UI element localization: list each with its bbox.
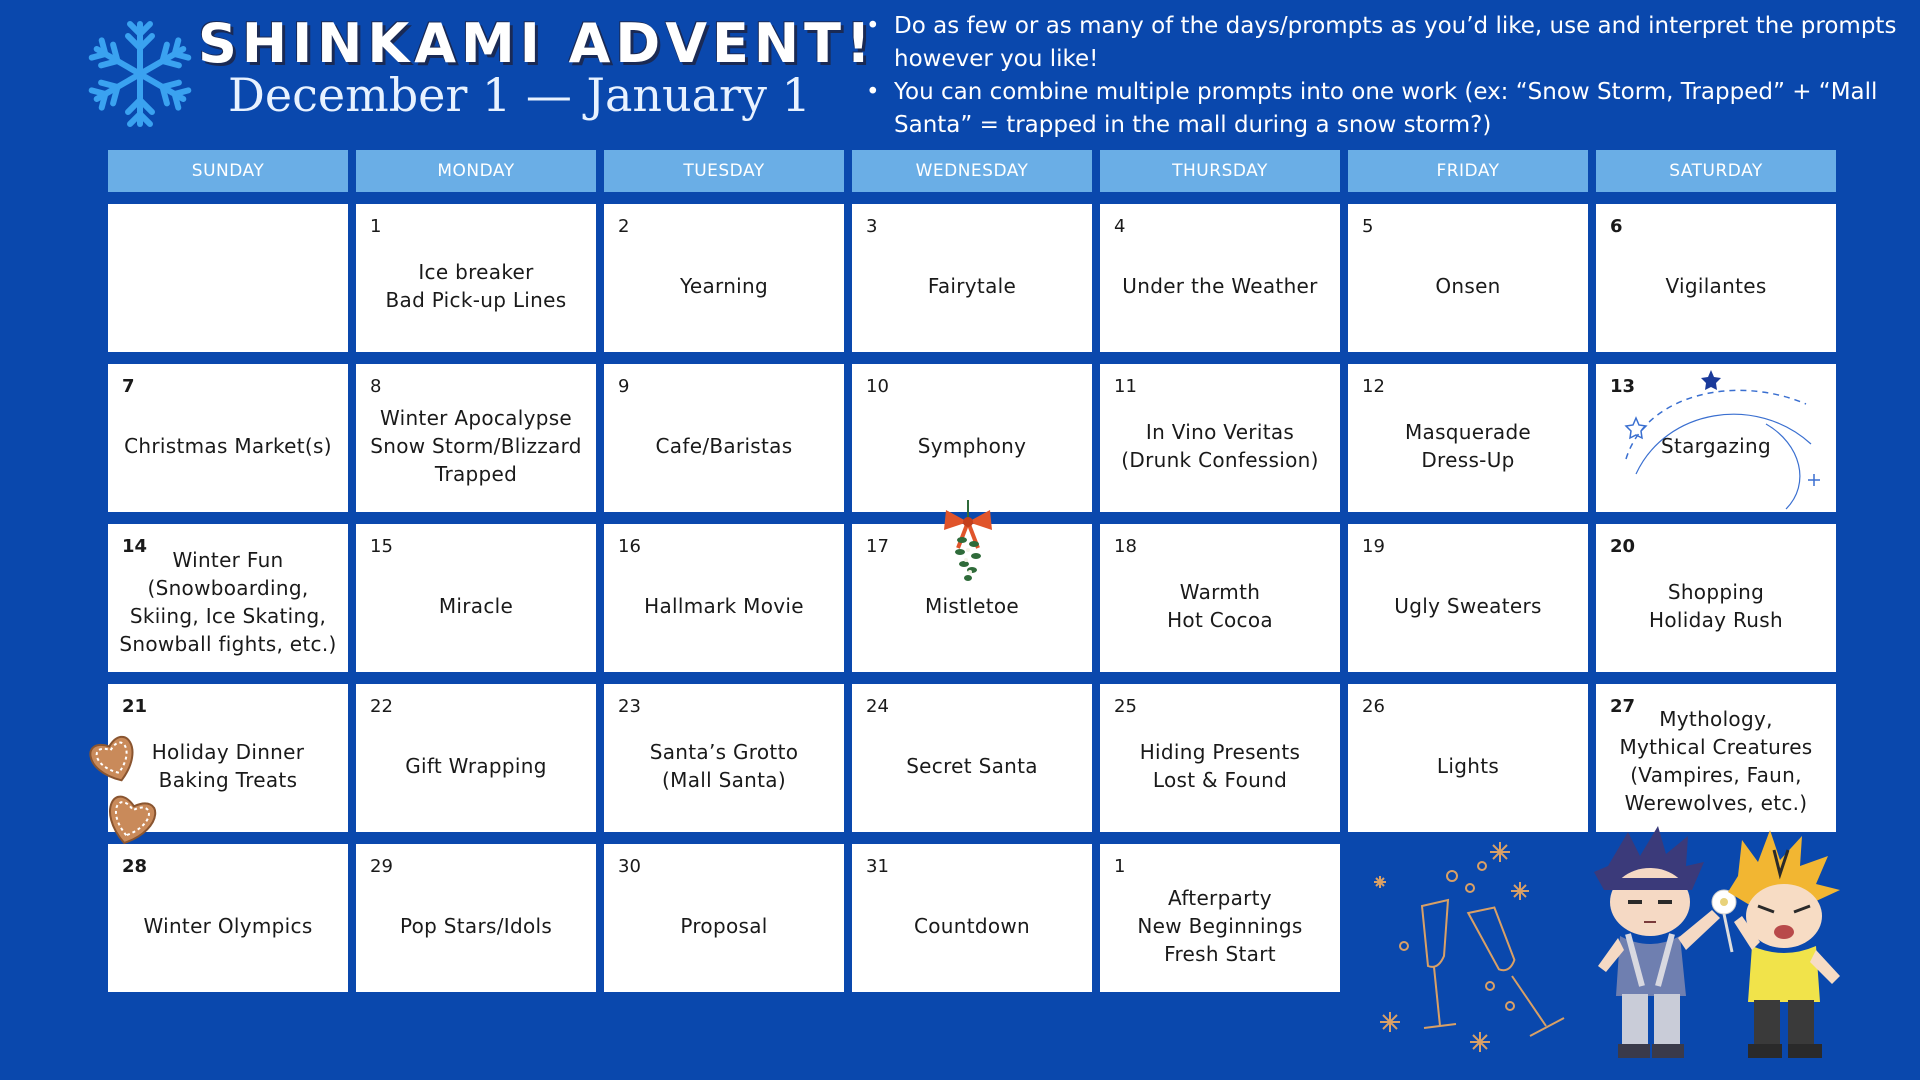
calendar-cell (604, 204, 844, 352)
day-number: 4 (1114, 216, 1126, 237)
day-number: 21 (122, 696, 148, 717)
day-number: 5 (1362, 216, 1374, 237)
calendar-cell (1100, 524, 1340, 672)
calendar-cell (852, 364, 1092, 512)
day-number: 27 (1610, 696, 1636, 717)
prompt-line: Skiing, Ice Skating, (129, 604, 327, 628)
calendar-cell (1348, 364, 1588, 512)
prompt-line: Gift Wrapping (405, 754, 547, 778)
prompt-line: Secret Santa (906, 754, 1038, 778)
prompt-line: Holiday Dinner (151, 740, 305, 764)
day-prompt (1106, 546, 1334, 666)
prompt-line: Stargazing (1660, 434, 1772, 458)
prompt-line: Lights (1436, 754, 1500, 778)
day-number: 30 (618, 856, 641, 877)
prompt-line: Warmth (1179, 580, 1261, 604)
weekday-saturday: SATURDAY (1596, 150, 1836, 192)
calendar-cell (604, 524, 844, 672)
prompt-line: Dress-Up (1421, 448, 1515, 472)
day-number: 26 (1362, 696, 1385, 717)
day-number: 11 (1114, 376, 1137, 397)
calendar-cell (1348, 204, 1588, 352)
day-prompt (1106, 386, 1334, 506)
prompt-line: Trapped (434, 462, 518, 486)
day-number: 1 (1114, 856, 1126, 877)
calendar-cell (1596, 684, 1836, 832)
day-number: 1 (370, 216, 382, 237)
day-prompt (362, 866, 590, 986)
weekday-wednesday: WEDNESDAY (852, 150, 1092, 192)
day-number: 7 (122, 376, 135, 397)
day-number: 12 (1362, 376, 1385, 397)
prompt-line: Cafe/Baristas (655, 434, 793, 458)
prompt-line: Proposal (680, 914, 768, 938)
prompt-line: Santa’s Grotto (649, 740, 799, 764)
day-number: 28 (122, 856, 148, 877)
day-number: 13 (1610, 376, 1636, 397)
calendar-cell (1100, 204, 1340, 352)
day-prompt (1602, 226, 1830, 346)
prompt-line: Hiding Presents (1139, 740, 1301, 764)
day-number: 9 (618, 376, 630, 397)
day-number: 31 (866, 856, 889, 877)
snowflake-icon (82, 16, 198, 132)
calendar-cell (1596, 364, 1836, 512)
day-prompt (610, 386, 838, 506)
calendar-cell (1348, 684, 1588, 832)
prompt-line: Under the Weather (1122, 274, 1318, 298)
calendar-cell (356, 844, 596, 992)
day-prompt (1354, 226, 1582, 346)
calendar-cell (356, 684, 596, 832)
calendar-cell (1100, 844, 1340, 992)
day-prompt (1106, 226, 1334, 346)
date-range-subtitle: December 1 — January 1 (228, 68, 811, 122)
prompt-line: Miracle (438, 594, 514, 618)
calendar-cell (604, 364, 844, 512)
day-prompt (610, 546, 838, 666)
calendar-cell (1100, 684, 1340, 832)
day-prompt (114, 538, 342, 666)
day-number: 15 (370, 536, 393, 557)
prompt-line: Onsen (1435, 274, 1501, 298)
calendar-cell (1596, 524, 1836, 672)
prompt-line: Bad Pick-up Lines (385, 288, 567, 312)
day-number: 24 (866, 696, 889, 717)
prompt-line: Hallmark Movie (644, 594, 804, 618)
calendar-cell (108, 364, 348, 512)
prompt-line: Snow Storm/Blizzard (370, 434, 582, 458)
day-prompt (114, 386, 342, 506)
day-prompt (1602, 696, 1830, 826)
calendar-cell-empty (108, 204, 348, 352)
calendar-cell (852, 524, 1092, 672)
day-prompt (858, 386, 1086, 506)
prompt-line: Holiday Rush (1649, 608, 1783, 632)
day-prompt (1354, 546, 1582, 666)
calendar-cell (356, 204, 596, 352)
day-prompt (362, 386, 590, 506)
prompt-line: (Snowboarding, (147, 576, 309, 600)
prompt-line: Masquerade (1404, 420, 1532, 444)
day-prompt (1602, 546, 1830, 666)
day-number: 18 (1114, 536, 1137, 557)
instructions-list (866, 10, 1906, 142)
day-prompt (362, 226, 590, 346)
day-number: 22 (370, 696, 393, 717)
calendar-cell (852, 684, 1092, 832)
day-prompt (114, 866, 342, 986)
day-prompt (362, 546, 590, 666)
day-prompt (610, 226, 838, 346)
prompt-line: Mistletoe (924, 594, 1020, 618)
calendar-cell (108, 524, 348, 672)
prompt-line: Afterparty (1168, 886, 1272, 910)
prompt-line: Yearning (680, 274, 768, 298)
day-prompt (610, 706, 838, 826)
prompt-line: Ice breaker (418, 260, 534, 284)
prompt-line: Symphony (917, 434, 1027, 458)
calendar-cell (1596, 204, 1836, 352)
prompt-line: Vigilantes (1665, 274, 1767, 298)
calendar-cell (1348, 524, 1588, 672)
calendar-cell (604, 684, 844, 832)
day-prompt (858, 226, 1086, 346)
weekday-thursday: THURSDAY (1100, 150, 1340, 192)
day-number: 17 (866, 536, 889, 557)
prompt-line: New Beginnings (1137, 914, 1303, 938)
day-prompt (362, 706, 590, 826)
weekday-friday: FRIDAY (1348, 150, 1588, 192)
prompt-line: Countdown (913, 914, 1031, 938)
prompt-line: Pop Stars/Idols (399, 914, 553, 938)
calendar-cell (356, 524, 596, 672)
day-number: 19 (1362, 536, 1385, 557)
page-title: SHINKAMI ADVENT! (198, 12, 876, 75)
day-number: 23 (618, 696, 641, 717)
calendar-cell (852, 204, 1092, 352)
prompt-line: Christmas Market(s) (124, 434, 332, 458)
day-number: 16 (618, 536, 641, 557)
day-number: 8 (370, 376, 382, 397)
prompt-line: Baking Treats (158, 768, 298, 792)
prompt-line: Winter Apocalypse (379, 406, 573, 430)
champagne-glasses-icon (1370, 836, 1590, 1066)
instruction-item: • You can combine multiple prompts into one work (ex: “Snow Storm, Trapped” + “Mall Santa” = trapped in the mall during a snow storm?) (866, 76, 1906, 142)
gingerbread-heart-icon (74, 712, 174, 852)
prompt-line: Snowball fights, etc.) (119, 632, 337, 656)
prompt-line: (Drunk Confession) (1121, 448, 1319, 472)
chibi-characters-illustration (1588, 826, 1860, 1076)
day-number: 3 (866, 216, 878, 237)
day-prompt (1106, 706, 1334, 826)
day-prompt (610, 866, 838, 986)
day-number: 2 (618, 216, 630, 237)
prompt-line: Werewolves, etc.) (1624, 791, 1808, 815)
calendar-cell (604, 844, 844, 992)
weekday-sunday: SUNDAY (108, 150, 348, 192)
calendar-cell (852, 844, 1092, 992)
day-number: 20 (1610, 536, 1636, 557)
calendar-cell (356, 364, 596, 512)
prompt-line: Winter Fun (172, 548, 284, 572)
day-prompt (1354, 386, 1582, 506)
prompt-line: Ugly Sweaters (1394, 594, 1542, 618)
weekday-monday: MONDAY (356, 150, 596, 192)
day-number: 6 (1610, 216, 1623, 237)
day-prompt (858, 546, 1086, 666)
calendar-cell (1100, 364, 1340, 512)
prompt-line: Mythology, (1659, 707, 1773, 731)
day-prompt (1602, 386, 1830, 506)
day-number: 25 (1114, 696, 1137, 717)
prompt-line: Fairytale (927, 274, 1017, 298)
day-prompt (858, 866, 1086, 986)
prompt-line: Hot Cocoa (1167, 608, 1273, 632)
instruction-item: • Do as few or as many of the days/prompts as you’d like, use and interpret the prompts however you like! (866, 10, 1906, 76)
prompt-line: Fresh Start (1164, 942, 1276, 966)
prompt-line: (Mall Santa) (662, 768, 786, 792)
day-prompt (1354, 706, 1582, 826)
prompt-line: Shopping (1667, 580, 1765, 604)
prompt-line: In Vino Veritas (1145, 420, 1295, 444)
prompt-line: Mythical Creatures (1619, 735, 1813, 759)
prompt-line: (Vampires, Faun, (1630, 763, 1802, 787)
day-number: 29 (370, 856, 393, 877)
prompt-line: Winter Olympics (143, 914, 313, 938)
weekday-tuesday: TUESDAY (604, 150, 844, 192)
prompt-line: Lost & Found (1152, 768, 1288, 792)
day-number: 14 (122, 536, 148, 557)
day-number: 10 (866, 376, 889, 397)
day-prompt (858, 706, 1086, 826)
calendar-cell (108, 844, 348, 992)
day-prompt (1106, 866, 1334, 986)
